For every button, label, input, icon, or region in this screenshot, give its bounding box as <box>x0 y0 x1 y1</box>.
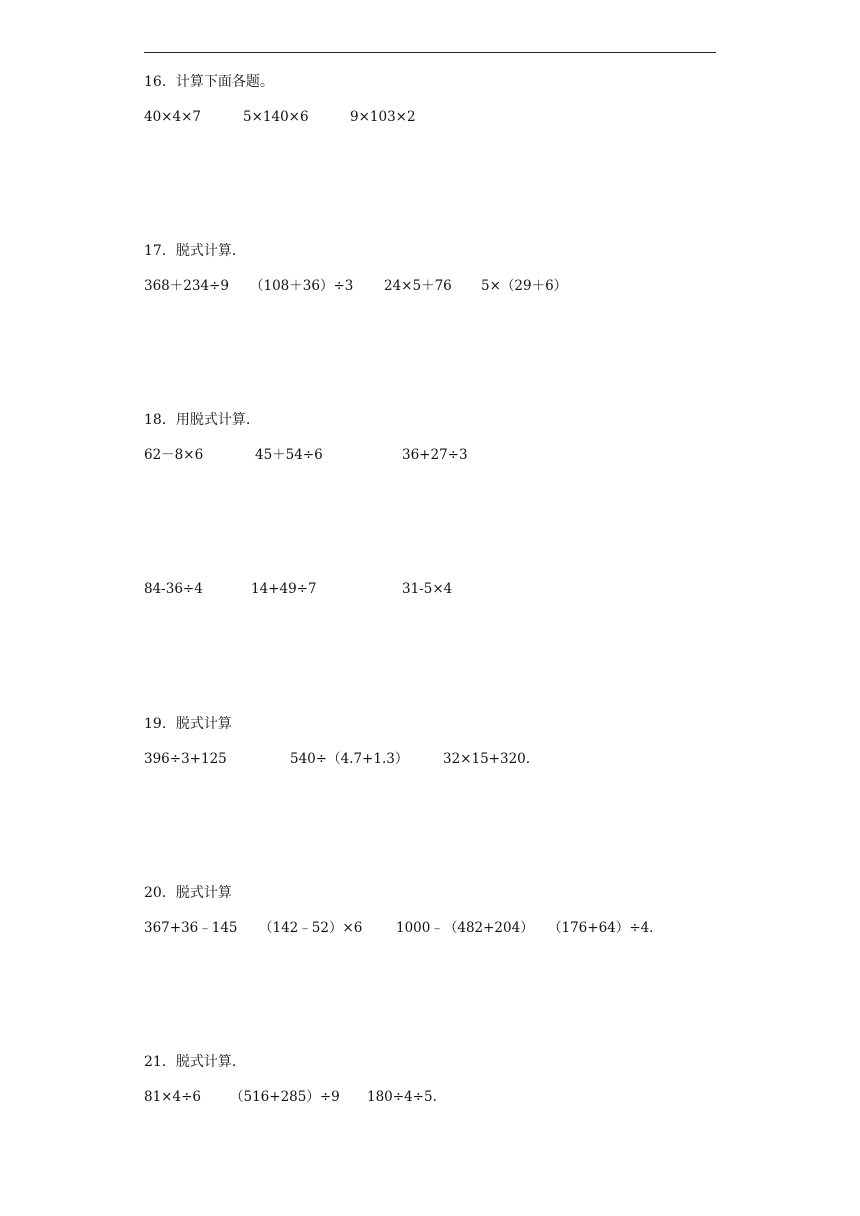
question-19-title: 19．脱式计算 <box>144 716 232 732</box>
question-18-expression-6: 31-5×4 <box>402 581 453 597</box>
question-19-expression-3: 32×15+320. <box>443 751 531 767</box>
question-18-expression-4: 84-36÷4 <box>144 581 203 597</box>
question-16-expression-3: 9×103×2 <box>350 109 416 125</box>
question-18-expression-5: 14+49÷7 <box>251 581 317 597</box>
question-20-expression-4: （176+64）÷4. <box>548 920 654 936</box>
question-21-expression-1: 81×4÷6 <box>144 1089 201 1105</box>
question-17-expression-2: （108＋36）÷3 <box>250 278 354 294</box>
question-20-title: 20．脱式计算 <box>144 885 232 901</box>
question-19-expression-2: 540÷（4.7+1.3） <box>290 751 409 767</box>
question-18-expression-1: 62－8×6 <box>144 447 204 463</box>
question-17-expression-1: 368＋234÷9 <box>144 278 229 294</box>
question-17-expression-3: 24×5＋76 <box>384 278 452 294</box>
question-18-expression-3: 36+27÷3 <box>402 447 468 463</box>
question-17-expression-4: 5×（29＋6） <box>481 278 568 294</box>
question-20-expression-1: 367+36﹣145 <box>144 920 238 936</box>
header-rule <box>144 52 716 53</box>
question-21-expression-3: 180÷4÷5. <box>367 1089 437 1105</box>
question-20-expression-3: 1000﹣（482+204） <box>396 920 534 936</box>
question-19-expression-1: 396÷3+125 <box>144 751 227 767</box>
question-20-expression-2: （142﹣52）×6 <box>259 920 363 936</box>
question-16-expression-2: 5×140×6 <box>243 109 309 125</box>
question-18-title: 18．用脱式计算. <box>144 412 251 428</box>
question-21-expression-2: （516+285）÷9 <box>230 1089 340 1105</box>
question-17-title: 17．脱式计算. <box>144 243 237 259</box>
question-18-expression-2: 45＋54÷6 <box>255 447 323 463</box>
question-16-expression-1: 40×4×7 <box>144 109 201 125</box>
question-21-title: 21．脱式计算. <box>144 1054 237 1070</box>
question-16-title: 16．计算下面各题。 <box>144 74 274 90</box>
